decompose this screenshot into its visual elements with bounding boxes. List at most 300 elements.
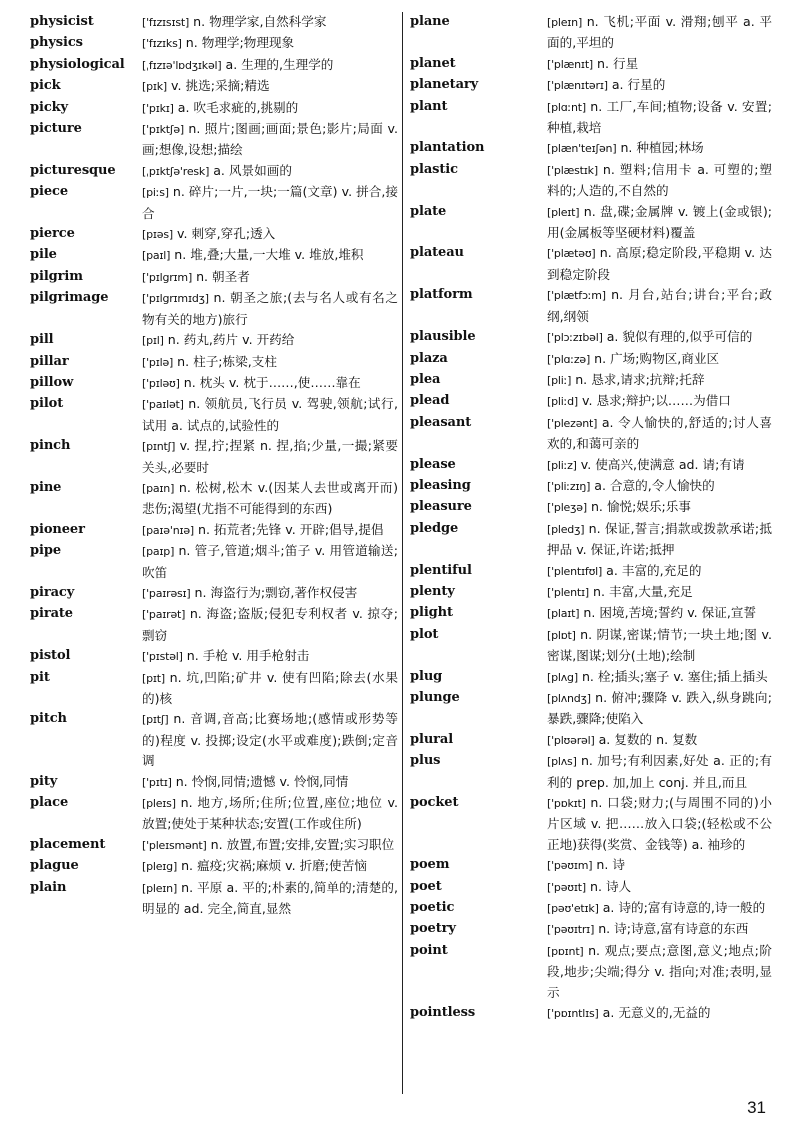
dictionary-entry [410, 582, 772, 603]
phonetic: ['pəʊɪm] [547, 859, 593, 873]
entry-definition [142, 878, 398, 920]
phonetic: [paɪl] [142, 249, 171, 263]
dictionary-entry [410, 877, 772, 898]
entry-definition [547, 202, 772, 244]
dictionary-entry [410, 625, 772, 667]
entry-definition [142, 224, 398, 245]
entry-definition [142, 646, 398, 667]
phonetic: ['pɒɪntlɪs] [547, 1007, 599, 1021]
definition-text: n. 物理学;物理现象 [185, 35, 295, 51]
definition-text: n. 放置,布置;安排,安置;实习职位 [210, 836, 395, 852]
dictionary-entry [30, 520, 398, 541]
definition-text: n. 塑料;信用卡 a. 可塑的;塑料的;人造的,不自然的 [547, 161, 772, 199]
dictionary-entry [410, 497, 772, 518]
phonetic: ['pɪlə] [142, 355, 174, 369]
entry-definition [142, 772, 398, 793]
headword: picture [30, 121, 82, 137]
phonetic: ['plætfɔːm] [547, 289, 606, 303]
definition-text: n. 工厂,车间;植物;设备 v. 安置;种植,栽培 [547, 98, 772, 136]
phonetic: [pledʒ] [547, 522, 585, 536]
entry-definition [142, 161, 398, 182]
headword: pierce [30, 226, 75, 242]
entry-definition [547, 793, 772, 855]
definition-text: n. 保证,誓言;捐款或拨款承诺;抵押品 v. 保证,许诺;抵押 [547, 520, 772, 558]
entry-definition [547, 730, 772, 751]
entry-definition [547, 941, 772, 1003]
entry-definition [547, 898, 772, 919]
phonetic: [plʌg] [547, 670, 578, 684]
entry-definition [547, 625, 772, 667]
headword: pleasant [410, 414, 472, 430]
headword: piracy [30, 584, 75, 600]
phonetic: ['plæstɪk] [547, 163, 598, 177]
headword: pioneer [30, 521, 85, 537]
headword: plea [410, 371, 441, 387]
headword: pipe [30, 543, 61, 559]
headword: plausible [410, 329, 476, 345]
phonetic: ['pɪləʊ] [142, 376, 180, 390]
dictionary-entry [410, 941, 772, 1003]
entry-definition [142, 330, 398, 351]
dictionary-entry [30, 267, 398, 288]
dictionary-entry [30, 119, 398, 161]
entry-definition [547, 54, 772, 75]
definition-text: n. 音调,音高;比赛场地;(感情或形势等的)程度 v. 投掷;设定(水平或难度);跌倒;定音调 [142, 711, 398, 769]
dictionary-entry [30, 646, 398, 667]
entry-definition [142, 583, 398, 604]
dictionary-entry [410, 667, 772, 688]
dictionary-entry [30, 182, 398, 224]
entry-definition [142, 98, 398, 119]
dictionary-entry [410, 391, 772, 412]
definition-text: n. 碎片;一片,一块;一篇(文章) v. 拼合,接合 [142, 184, 398, 221]
headword: poetic [410, 900, 455, 916]
headword: poetry [410, 921, 456, 937]
dictionary-entry [30, 76, 398, 97]
phonetic: ['pleʒə] [547, 501, 587, 515]
dictionary-entry [410, 919, 772, 940]
definition-text: a. 生理的,生理学的 [225, 56, 334, 72]
phonetic: ['paɪlət] [142, 398, 184, 412]
phonetic: ['plɑːzə] [547, 352, 591, 366]
entry-definition [142, 12, 398, 33]
definition-text: n. 飞机;平面 v. 滑翔;刨平 a. 平面的,平坦的 [547, 14, 772, 51]
phonetic: ['plezənt] [547, 416, 598, 430]
definition-text: n. 照片;图画;画面;景色;影片;局面 v. 画;想像,设想;描绘 [142, 121, 398, 158]
definition-text: n. 种植园;林场 [620, 140, 704, 156]
phonetic: [pɪntʃ] [142, 440, 176, 454]
definition-text: a. 无意义的,无益的 [602, 1005, 711, 1021]
headword: picky [30, 99, 69, 115]
entry-definition [547, 285, 772, 327]
definition-text: n. 领航员,飞行员 v. 驾驶,领航;试行,试用 a. 试点的,试验性的 [142, 396, 398, 433]
dictionary-entry [30, 161, 398, 182]
entry-definition [547, 855, 772, 876]
entry-definition [142, 55, 398, 76]
phonetic: [paɪə'nɪə] [142, 523, 195, 537]
entry-definition [547, 667, 772, 688]
phonetic: [plɒt] [547, 628, 576, 642]
phonetic: ['plɔːzɪbəl] [547, 331, 603, 345]
phonetic: [paɪp] [142, 545, 175, 559]
definition-text: a. 丰富的,充足的 [606, 562, 702, 578]
right-column [410, 12, 772, 1025]
entry-definition [547, 160, 772, 202]
headword: pick [30, 78, 61, 94]
dictionary-entry [410, 160, 772, 202]
phonetic: [pɒɪnt] [547, 944, 584, 958]
dictionary-entry [410, 1003, 772, 1024]
entry-definition [547, 919, 772, 940]
definition-text: a. 令人愉快的,舒适的;讨人喜欢的,和蔼可亲的 [547, 414, 772, 452]
headword: pit [30, 669, 50, 685]
dictionary-entry [30, 394, 398, 436]
dictionary-entry [30, 604, 398, 646]
entry-definition [547, 349, 772, 370]
dictionary-entry [410, 561, 772, 582]
entry-definition [142, 373, 398, 394]
entry-definition [142, 267, 398, 288]
entry-definition [547, 327, 772, 348]
definition-text: a. 诗的;富有诗意的,诗一般的 [602, 900, 766, 916]
entry-definition [547, 582, 772, 603]
definition-text: n. 柱子;栋梁,支柱 [177, 353, 277, 369]
entry-definition [142, 793, 398, 835]
phonetic: [pəʊ'etɪk] [547, 902, 599, 916]
headword: plantation [410, 140, 485, 156]
dictionary-entry [410, 75, 772, 96]
dictionary-entry [30, 245, 398, 266]
definition-text: n. 地方,场所;住所;位置,座位;地位 v. 放置;使处于某种状态;安置(工作或住所) [142, 795, 398, 832]
dictionary-entry [410, 285, 772, 327]
definition-text: n. 松树,松木 v.(因某人去世或离开而)悲伤;渴望(尤指不可能得到的东西) [142, 479, 398, 517]
definition-text: n. 阴谋,密谋;情节;一块土地;图 v. 密谋,图谋;划分(土地);绘制 [547, 626, 772, 664]
dictionary-entry [410, 793, 772, 855]
dictionary-entry [410, 370, 772, 391]
headword: physics [30, 35, 83, 51]
headword: please [410, 456, 456, 472]
headword: piece [30, 184, 68, 200]
definition-text: n. 丰富,大量,充足 [593, 583, 693, 599]
dictionary-entry [30, 330, 398, 351]
definition-text: a. 复数的 n. 复数 [598, 731, 698, 747]
phonetic: [piːs] [142, 186, 169, 200]
headword: planet [410, 55, 456, 71]
entry-definition [547, 561, 772, 582]
headword: pity [30, 773, 58, 789]
definition-text: n. 药丸,药片 v. 开药给 [167, 332, 295, 348]
dictionary-entry [30, 33, 398, 54]
definition-text: n. 怜悯,同情;遗憾 v. 怜悯,同情 [175, 773, 349, 789]
headword: pointless [410, 1005, 476, 1021]
headword: plateau [410, 245, 464, 261]
entry-definition [142, 520, 398, 541]
dictionary-entry [410, 349, 772, 370]
definition-text: v. 使高兴,使满意 ad. 请;有请 [580, 456, 745, 472]
definition-text: n. 观点;要点;意图,意义;地点;阶段,地步;尖端;得分 v. 指向;对准;表明,显示 [547, 942, 772, 1000]
phonetic: ['plʊərəl] [547, 733, 595, 747]
dictionary-entry [30, 835, 398, 856]
column-divider [402, 12, 403, 1094]
entry-definition [547, 497, 772, 518]
definition-text: v. 捏,拧;捏紧 n. 捏,掐;少量,一撮;紧要关头,必要时 [142, 438, 398, 475]
headword: poem [410, 857, 450, 873]
headword: plain [30, 879, 67, 895]
definition-text: n. 恳求,请求;抗辩;托辞 [575, 371, 705, 387]
dictionary-entry [410, 476, 772, 497]
phonetic: [plʌndʒ] [547, 692, 591, 705]
phonetic: [pɪl] [142, 334, 164, 348]
entry-definition [142, 604, 398, 646]
definition-text: a. 吹毛求疵的,挑剔的 [177, 99, 299, 115]
entry-definition [142, 33, 398, 54]
phonetic: [pɪt] [142, 671, 165, 685]
definition-text: n. 平原 a. 平的;朴素的,简单的;清楚的,明显的 ad. 完全,简直,显然 [142, 879, 398, 917]
entry-definition [142, 76, 398, 97]
headword: plead [410, 393, 450, 409]
phonetic: ['pliːzɪŋ] [547, 479, 591, 493]
phonetic: [ˌpɪktʃə'resk] [142, 164, 210, 178]
phonetic: ['plænɪtərɪ] [547, 79, 608, 93]
definition-text: n. 瘟疫;灾祸;麻烦 v. 折磨;使苦恼 [181, 858, 367, 874]
phonetic: [pɪtʃ] [142, 713, 169, 727]
definition-text: n. 栓;插头;塞子 v. 塞住;插上插头 [581, 668, 768, 684]
headword: plastic [410, 161, 458, 177]
phonetic: [pleɪn] [547, 16, 583, 29]
entry-definition [547, 1003, 772, 1024]
phonetic: [pɪəs] [142, 228, 173, 242]
definition-text: n. 海盗;盗版;侵犯专利权者 v. 掠夺;剽窃 [142, 606, 398, 643]
dictionary-entry [410, 243, 772, 285]
dictionary-entry [410, 54, 772, 75]
definition-text: n. 行星 [597, 55, 639, 71]
phonetic: [plaɪt] [547, 607, 580, 621]
definition-text: n. 枕头 v. 枕于……,使……靠在 [183, 374, 361, 390]
definition-text: n. 手枪 v. 用手枪射击 [186, 648, 310, 664]
phonetic: [ˌfɪzɪə'lɒdʒɪkəl] [142, 58, 222, 72]
phonetic: [plʌs] [547, 755, 577, 769]
definition-text: a. 貌似有理的,似乎可信的 [606, 329, 753, 345]
phonetic: ['plentɪ] [547, 585, 589, 599]
definition-text: n. 朝圣之旅;(去与名人或有名之物有关的地方)旅行 [142, 290, 398, 327]
headword: plant [410, 98, 448, 114]
definition-text: n. 加号;有利因素,好处 a. 正的;有利的 prep. 加,加上 conj. 并且,而且 [547, 753, 772, 790]
entry-definition [547, 75, 772, 96]
phonetic: ['pɪkɪ] [142, 101, 174, 115]
headword: pirate [30, 606, 73, 622]
headword: pledge [410, 520, 459, 536]
headword: physicist [30, 14, 94, 29]
definition-text: n. 诗人 [589, 878, 632, 894]
dictionary-entry [410, 751, 772, 793]
phonetic: ['plænɪt] [547, 57, 594, 71]
phonetic: [pleɪs] [142, 797, 176, 811]
dictionary-entry [410, 413, 772, 455]
definition-text: n. 愉悦;娱乐;乐事 [590, 499, 691, 515]
definition-text: n. 月台,站台;讲台;平台;政纲,纲领 [547, 287, 772, 324]
dictionary-entry [30, 541, 398, 583]
dictionary-entry [410, 327, 772, 348]
phonetic: ['pleɪsmənt] [142, 838, 207, 852]
dictionary-entry [30, 436, 398, 478]
headword: pleasing [410, 477, 471, 493]
dictionary-entry [30, 583, 398, 604]
phonetic: ['pɪtɪ] [142, 775, 172, 789]
phonetic: ['fɪzɪsɪst] [142, 16, 190, 29]
entry-definition [142, 352, 398, 373]
entry-definition [142, 182, 398, 224]
dictionary-entry [30, 55, 398, 76]
dictionary-entry [410, 202, 772, 244]
dictionary-entry [30, 793, 398, 835]
headword: place [30, 795, 69, 811]
dictionary-entry [410, 688, 772, 730]
dictionary-entry [410, 519, 772, 561]
headword: pilot [30, 396, 64, 412]
definition-text: n. 朝圣者 [196, 268, 250, 284]
definition-text: n. 困境,苦境;誓约 v. 保证,宣誓 [583, 605, 757, 621]
headword: poet [410, 878, 442, 894]
definition-text: n. 盘,碟;金属牌 v. 镀上(金或银);用(金属板等坚硬材料)覆盖 [547, 203, 772, 241]
phonetic: [pliːz] [547, 458, 577, 472]
headword: pocket [410, 795, 459, 811]
definition-text: n. 拓荒者;先锋 v. 开辟;倡导,提倡 [198, 521, 384, 537]
definition-text: n. 管子,管道;烟斗;笛子 v. 用管道输送;吹笛 [142, 543, 398, 580]
headword: plot [410, 626, 439, 642]
entry-definition [142, 119, 398, 161]
entry-definition [142, 288, 398, 330]
headword: plate [410, 203, 447, 219]
definition-text: n. 高原;稳定阶段,平稳期 v. 达到稳定阶段 [547, 245, 772, 282]
definition-text: v. 恳求;辩护;以……为借口 [581, 393, 731, 409]
headword: pinch [30, 438, 71, 454]
definition-text: a. 风景如画的 [213, 162, 292, 178]
entry-definition [547, 603, 772, 624]
definition-text: n. 坑,凹陷;矿井 v. 使有凹陷;除去(水果的)核 [142, 669, 399, 706]
dictionary-entry [410, 730, 772, 751]
dictionary-entry [30, 288, 398, 330]
phonetic: [pliː] [547, 373, 572, 387]
definition-text: n. 诗;诗意,富有诗意的东西 [598, 921, 749, 937]
dictionary-entry [410, 138, 772, 159]
headword: planetary [410, 77, 479, 93]
entry-definition [547, 476, 772, 497]
definition-text: a. 合意的,令人愉快的 [594, 477, 715, 493]
entry-definition [547, 97, 772, 139]
entry-definition [142, 856, 398, 877]
dictionary-entry [30, 856, 398, 877]
phonetic: ['plætəʊ] [547, 247, 596, 261]
definition-text: v. 挑选;采摘;精选 [171, 78, 270, 94]
dictionary-entry [410, 12, 772, 54]
phonetic: ['pɪstəl] [142, 650, 183, 664]
entry-definition [547, 12, 772, 54]
headword: pill [30, 332, 54, 348]
entry-definition [142, 245, 398, 266]
phonetic: ['paɪrəsɪ] [142, 586, 191, 600]
phonetic: [plɑːnt] [547, 100, 586, 114]
entry-definition [547, 370, 772, 391]
dictionary-entry [30, 668, 398, 710]
phonetic: [paɪn] [142, 481, 175, 495]
headword: pillar [30, 353, 69, 369]
phonetic: ['pɪktʃə] [142, 123, 185, 137]
entry-definition [142, 436, 398, 478]
phonetic: ['paɪrət] [142, 608, 186, 622]
headword: picturesque [30, 162, 116, 178]
entry-definition [547, 243, 772, 285]
entry-definition [142, 709, 398, 771]
dictionary-entry [410, 603, 772, 624]
dictionary-entry [410, 97, 772, 139]
phonetic: ['pɒkɪt] [547, 797, 586, 811]
entry-definition [142, 541, 398, 583]
phonetic: ['fɪzɪks] [142, 37, 182, 51]
entry-definition [142, 394, 398, 436]
headword: physiological [30, 56, 125, 72]
entry-definition [547, 877, 772, 898]
entry-definition [547, 391, 772, 412]
headword: pleasure [410, 499, 472, 515]
headword: point [410, 942, 448, 958]
definition-text: a. 行星的 [611, 77, 666, 93]
phonetic: [pliːd] [547, 395, 578, 409]
entry-definition [547, 519, 772, 561]
dictionary-entry [30, 12, 398, 33]
headword: pilgrim [30, 268, 83, 284]
definition-text: n. 海盗行为;剽窃,著作权侵害 [194, 584, 358, 600]
entry-definition [547, 751, 772, 793]
headword: plentiful [410, 562, 472, 578]
dictionary-entry [30, 224, 398, 245]
dictionary-entry [30, 478, 398, 520]
phonetic: ['pɪlgrɪmɪdʒ] [142, 292, 209, 306]
headword: platform [410, 287, 473, 303]
phonetic: [plæn'teɪʃən] [547, 142, 617, 156]
dictionary-entry [30, 878, 398, 920]
dictionary-entry [410, 898, 772, 919]
headword: plural [410, 731, 454, 747]
definition-text: n. 俯冲;骤降 v. 跌入,纵身跳向;暴跌,骤降;使陷入 [547, 690, 772, 727]
headword: pitch [30, 711, 67, 727]
headword: plunge [410, 690, 460, 705]
phonetic: ['pɪlgrɪm] [142, 270, 193, 284]
entry-definition [142, 835, 398, 856]
entry-definition [142, 668, 398, 710]
phonetic: [pleɪn] [142, 881, 178, 895]
headword: pilgrimage [30, 290, 109, 306]
entry-definition [547, 455, 772, 476]
definition-text: n. 广场;购物区,商业区 [594, 350, 720, 366]
phonetic: ['pəʊɪt] [547, 880, 586, 894]
entry-definition [142, 478, 398, 520]
definition-text: n. 口袋;财力;(与周围不同的)小片区域 v. 把……放入口袋;(轻松或不公正地)获得(奖赏、金钱等) a. 袖珍的 [547, 795, 772, 852]
headword: plenty [410, 583, 455, 599]
definition-text: v. 刺穿,穿孔;透入 [176, 226, 276, 242]
headword: pine [30, 479, 62, 495]
definition-text: n. 物理学家,自然科学家 [193, 14, 327, 29]
left-column [30, 12, 398, 919]
headword: plaza [410, 350, 448, 366]
phonetic: [pleɪg] [142, 860, 178, 874]
entry-definition [547, 413, 772, 455]
headword: pillow [30, 374, 74, 390]
dictionary-entry [410, 455, 772, 476]
dictionary-entry [30, 373, 398, 394]
phonetic: ['plentɪfʊl] [547, 564, 603, 578]
headword: plus [410, 753, 441, 769]
headword: plight [410, 605, 453, 621]
